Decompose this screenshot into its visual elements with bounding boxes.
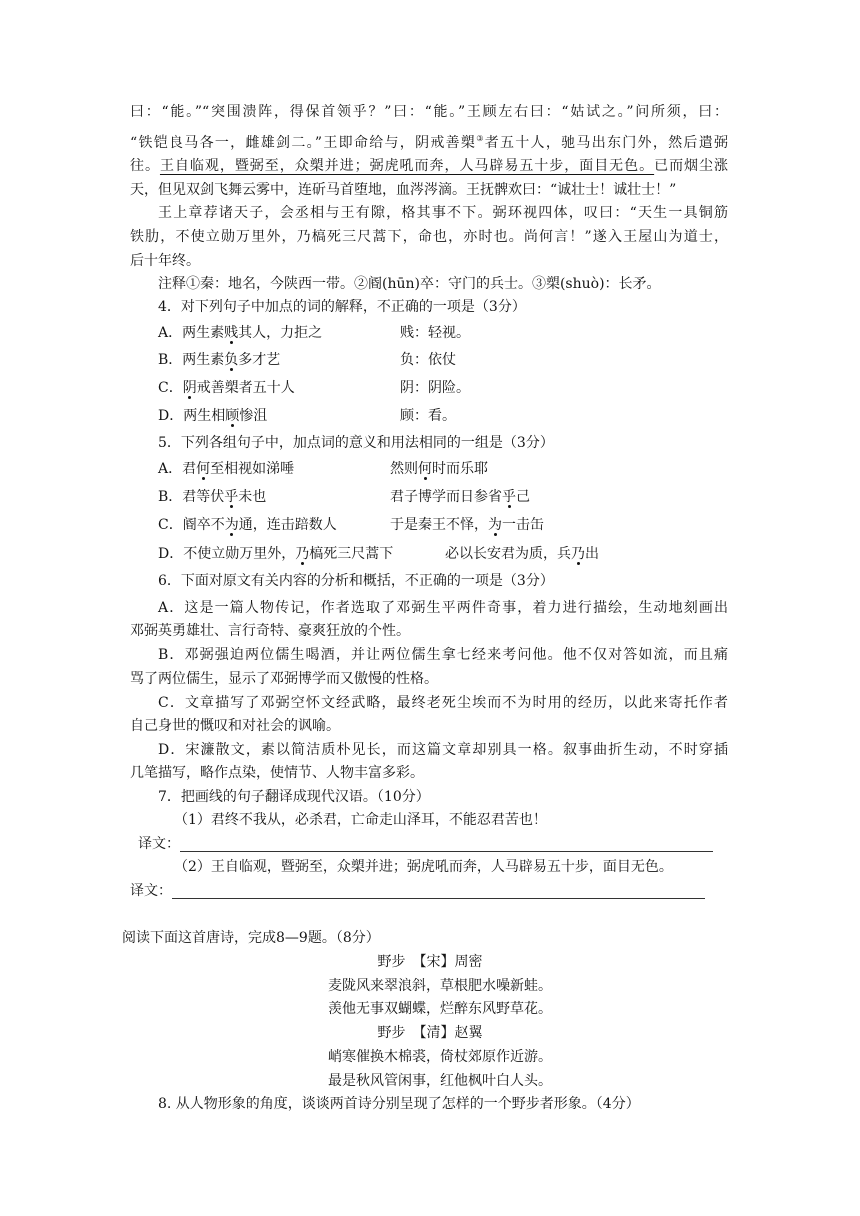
option-left-sentence [158,544,393,564]
passage-line: 铁肋，不使立勋万里外，乃槁死三尺蒿下，命也，亦时也。尚何言！”遂入王屋山为道士， [130,229,728,245]
poem-title: 野步 [377,954,406,970]
dotted-word: 何 [418,461,432,477]
q5-option-d [0,544,860,564]
question-7-stem: 7．把画线的句子翻译成现代汉语。（10分） [158,789,430,805]
option-explanation: 阴：阴险。 [400,380,470,396]
dotted-word: 乃 [295,546,310,562]
option-text: 戒善槊者五十人 [196,380,295,396]
answer-line [180,851,713,852]
dotted-word: 乎 [224,489,239,505]
passage-line: 后十年终。 [130,253,200,269]
underlined-sentence: 王自临观，暨弼至，众槊并进；弼虎吼而奔，人马辟易五十步，面目无色。 [159,158,655,174]
option-left-sentence [158,459,294,479]
dotted-word: 乃 [571,546,585,562]
q6-option-a: A．这是一篇人物传记，作者选取了邓弼生平两件奇事，着力进行描绘，生动地刻画出 [158,600,728,616]
passage-line: 王上章荐诸天子，会丞相与王有隙，格其事不下。弼环视四体，叹曰：“天生一具铜筋 [158,205,728,221]
q6-option-a-continued: 邓弼英勇雄壮、言行奇特、豪爽狂放的个性。 [130,623,410,639]
option-text: 于是秦王不怿， [390,517,488,533]
q4-option-d [0,406,860,426]
option-text: D．两生相 [158,408,226,424]
option-sentence [158,323,322,343]
answer-label: 译文： [138,836,180,852]
q5-option-a [0,459,860,479]
q4-option-c [0,378,860,398]
option-text: 槁死三尺蒿下 [309,546,394,562]
poem-title-line [130,952,730,972]
dotted-word: 贱 [224,325,239,341]
dotted-word: 乎 [502,489,516,505]
option-text: C． [158,380,183,396]
passage-text: 往。 [130,158,160,174]
option-text: A．两生素 [158,325,225,341]
option-text: 己 [516,489,530,505]
poem-author: 【宋】周密 [419,954,483,970]
annotation-note: 注释①秦：地名，今陕西一带。②阍(hūn)卒：守门的兵士。③槊(shuò)：长矛。 [158,276,661,292]
option-text: 其人，力拒之 [238,325,323,341]
dotted-word: 阴 [182,380,197,396]
option-text: B．君等伏 [158,489,225,505]
option-explanation: 负：依仗 [400,352,456,368]
option-text: 时而乐耶 [432,461,488,477]
passage-text: 已而烟尘涨 [654,158,729,174]
option-text: 未也 [238,489,267,505]
q6-option-d-continued: 几笔描写，略作点染，使情节、人物丰富多彩。 [130,765,424,781]
option-right-sentence [390,459,488,479]
option-left-sentence [158,487,266,507]
passage-text: 者五十人，驰马出东门外，然后遣弼 [484,135,728,151]
dotted-word: 负 [224,352,239,368]
q7-item-2: （2）王自临观，暨弼至，众槊并进；弼虎吼而奔，人马辟易五十步，面目无色。 [174,859,673,875]
option-text: 一击缶 [502,517,544,533]
question-5-stem: 5．下列各组句子中，加点词的意义和用法相同的一组是（3分） [158,435,554,451]
option-right-sentence [390,515,544,535]
poem-line: 最是秋风管闲事，红他枫叶白人头。 [328,1073,552,1089]
dotted-word: 为 [488,517,502,533]
dotted-word: 为 [224,517,239,533]
q6-option-c-continued: 自己身世的慨叹和对社会的讽喻。 [130,718,340,734]
option-right-sentence [390,487,530,507]
passage-line: 曰：“能。”“突围溃阵，得保首领乎？”曰：“能。”王顾左右曰：“姑试之。”问所须，曰： [130,104,728,120]
poem-title: 野步 [377,1025,406,1041]
poem-line: 峭寒催换木棉裘，倚杖郊原作近游。 [328,1049,552,1065]
q6-option-c: C．文章描写了邓弼空怀文经武略，最终老死尘埃而不为时用的经历，以此来寄托作者 [158,695,728,711]
poem-title-line [130,1023,730,1043]
option-text: A．君 [158,461,197,477]
question-8-stem: 8. 从人物形象的角度，谈谈两首诗分别呈现了怎样的一个野步者形象。（4分） [158,1096,640,1112]
option-text: C．阍卒不 [158,517,225,533]
option-text: 多才艺 [238,352,281,368]
question-4-stem: 4．对下列句子中加点的词的解释，不正确的一项是（3分） [158,299,526,315]
footnote-marker: ③ [476,134,485,143]
option-text: 然则 [390,461,418,477]
option-text: 君子博学而日参省 [390,489,502,505]
q7-item-1: （1）君终不我从，必杀君，亡命走山泽耳，不能忍君苦也！ [174,812,547,828]
option-sentence [158,406,267,426]
answer-line [172,898,705,899]
option-sentence [158,350,280,370]
option-text: 惨沮 [239,408,268,424]
option-right-sentence [445,544,599,564]
q5-option-b [0,487,860,507]
option-text: 出 [585,546,599,562]
option-sentence [158,378,295,398]
poem-line: 羡他无事双蝴蝶，烂醉东风野草花。 [328,1001,552,1017]
option-text: 必以长安君为质，兵 [445,546,571,562]
dotted-word: 何 [196,461,211,477]
option-explanation: 顾：看。 [400,408,456,424]
question-6-stem: 6．下面对原文有关内容的分析和概括，不正确的一项是（3分） [158,573,554,589]
poem-author: 【清】赵翼 [419,1025,483,1041]
option-text: 通，连击踣数人 [238,517,337,533]
passage-line [130,129,728,149]
q5-option-c [0,515,860,535]
q6-option-b: B．邓弼强迫两位儒生喝酒，并让两位儒生拿七经来考问他。他不仅对答如流，而且痛 [158,647,728,663]
option-text: D．不使立勋万里外， [158,546,296,562]
passage-line [130,156,728,176]
q4-option-b [0,350,860,370]
answer-label: 译文： [130,883,172,899]
passage-text: “铁铠良马各一，雌雄剑二。”王即命给与，阴戒善槊 [130,135,477,151]
dotted-word: 顾 [225,408,240,424]
option-text: 至相视如涕唾 [210,461,295,477]
passage-line: 天，但见双剑飞舞云雾中，连斫马首堕地，血涔涔滴。王抚髀欢曰：“诚壮士！诚壮士！” [130,182,677,198]
option-text: B．两生素 [158,352,225,368]
poem-line: 麦陇风来翠浪斜，草根肥水噪新蛙。 [328,978,552,994]
q4-option-a [0,323,860,343]
option-explanation: 贱：轻视。 [400,325,470,341]
q6-option-d: D．宋濂散文，素以简洁质朴见长，而这篇文章却别具一格。叙事曲折生动，不时穿插 [158,742,728,758]
option-left-sentence [158,515,337,535]
poem-section-intro: 阅读下面这首唐诗，完成8—9题。（8分） [122,930,380,946]
q6-option-b-continued: 骂了两位儒生，显示了邓弼博学而又傲慢的性格。 [130,671,438,687]
